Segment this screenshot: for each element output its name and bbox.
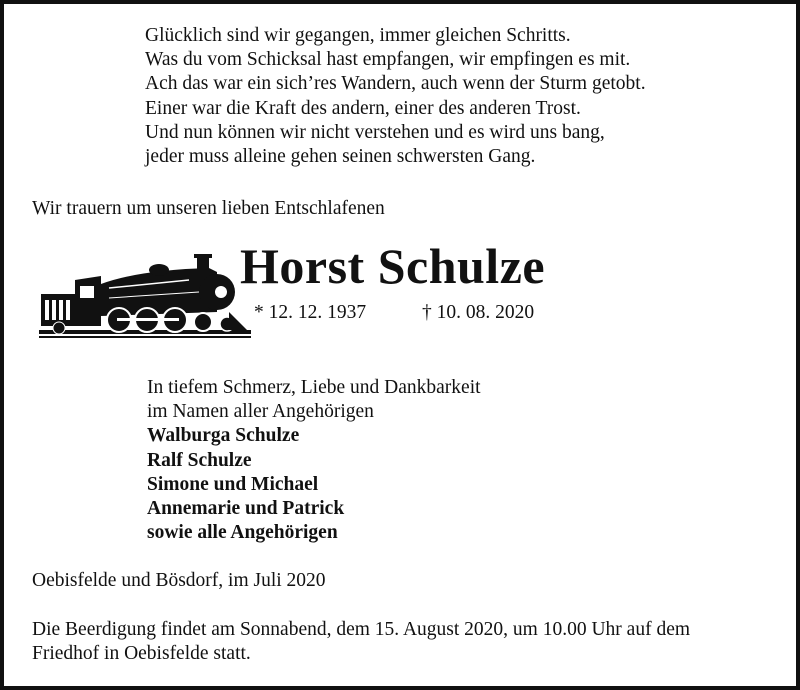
funeral-notice — [32, 618, 690, 666]
mourner-name: Annemarie und Patrick — [147, 498, 345, 520]
mourners-block — [147, 376, 481, 545]
mourner-name: Simone und Michael — [147, 473, 319, 495]
mourners-line: im Namen aller Angehörigen — [147, 401, 374, 423]
birth-date: * 12. 12. 1937 — [254, 302, 367, 323]
steam-locomotive-icon — [39, 250, 251, 342]
funeral-line: Die Beerdigung findet am Sonnabend, dem 15. August 2020, um 10.00 Uhr auf dem — [32, 619, 691, 640]
poem-line: Und nun können wir nicht verstehen und es wird uns bang, — [145, 121, 605, 143]
mourner-name: Ralf Schulze — [147, 449, 252, 471]
mourner-name: Walburga Schulze — [147, 425, 300, 447]
mourners-line: In tiefem Schmerz, Liebe und Dankbarkeit — [147, 377, 481, 398]
poem — [145, 24, 646, 169]
death-date: † 10. 08. 2020 — [422, 302, 535, 323]
poem-line: Ach das war ein sich’res Wandern, auch wenn der Sturm getobt. — [145, 73, 646, 95]
poem-line: Glücklich sind wir gegangen, immer gleichen Schritts. — [145, 25, 571, 46]
mourning-intro: Wir trauern um unseren lieben Entschlafenen — [32, 198, 385, 219]
poem-line: Was du vom Schicksal hast empfangen, wir empfingen es mit. — [145, 49, 631, 71]
place-date: Oebisfelde und Bösdorf, im Juli 2020 — [32, 570, 326, 591]
poem-line: Einer war die Kraft des andern, einer des anderen Trost. — [145, 97, 581, 119]
mourner-name: sowie alle Angehörigen — [147, 522, 338, 544]
deceased-name: Horst Schulze — [240, 238, 546, 294]
poem-line: jeder muss alleine gehen seinen schwersten Gang. — [145, 146, 536, 168]
funeral-line: Friedhof in Oebisfelde statt. — [32, 643, 251, 665]
